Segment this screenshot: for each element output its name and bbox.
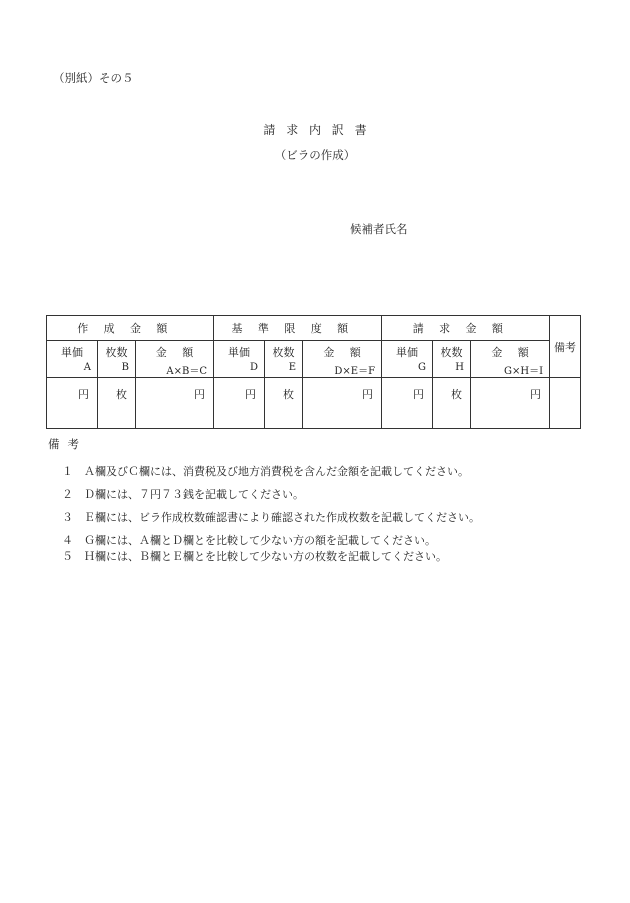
note-item: ２ Ｄ欄には、７円７３銭を記載してください。 xyxy=(62,488,304,501)
note-item: ４ Ｇ欄には、Ａ欄とＤ欄とを比較して少ない方の額を記載してください。 xyxy=(62,534,436,547)
claim-breakdown-table xyxy=(46,315,581,429)
entry-cell[interactable]: 円 xyxy=(303,378,382,429)
remarks-header: 備考 xyxy=(550,316,581,378)
document-subtitle: （ビラの作成） xyxy=(274,148,356,162)
notes-heading: 備考 xyxy=(48,437,88,451)
group-header-production-amount: 作成金額 xyxy=(47,316,214,341)
remarks-cell[interactable] xyxy=(550,378,581,429)
entry-cell[interactable]: 円 xyxy=(382,378,433,429)
group-header-claim-amount: 請求金額 xyxy=(382,316,550,341)
note-item: ３ Ｅ欄には、ビラ作成枚数確認書により確認された作成枚数を記載してください。 xyxy=(62,511,480,524)
entry-cell[interactable]: 円 xyxy=(214,378,265,429)
entry-cell[interactable]: 枚 xyxy=(265,378,303,429)
entry-cell[interactable]: 円 xyxy=(47,378,98,429)
column-header: 単価 D xyxy=(214,341,265,378)
entry-cell[interactable]: 枚 xyxy=(98,378,136,429)
entry-cell[interactable]: 円 xyxy=(136,378,214,429)
candidate-name-label: 候補者氏名 xyxy=(350,222,408,236)
note-item: ５ Ｈ欄には、Ｂ欄とＥ欄とを比較して少ない方の枚数を記載してください。 xyxy=(62,550,447,563)
column-header: 枚数 H xyxy=(433,341,471,378)
document-title: 請求内訳書 xyxy=(263,123,378,137)
entry-cell[interactable]: 枚 xyxy=(433,378,471,429)
column-header: 単価 G xyxy=(382,341,433,378)
column-header: 単価 A xyxy=(47,341,98,378)
column-header: 金額 G×H＝I xyxy=(471,341,550,378)
column-header: 枚数 B xyxy=(98,341,136,378)
group-header-standard-limit: 基準限度額 xyxy=(214,316,382,341)
column-header: 金額 D×E＝F xyxy=(303,341,382,378)
document-label: （別紙）その５ xyxy=(53,71,134,85)
entry-cell[interactable]: 円 xyxy=(471,378,550,429)
column-header: 金額 A×B＝C xyxy=(136,341,214,378)
column-header: 枚数 E xyxy=(265,341,303,378)
note-item: １ Ａ欄及びＣ欄には、消費税及び地方消費税を含んだ金額を記載してください。 xyxy=(62,465,469,478)
